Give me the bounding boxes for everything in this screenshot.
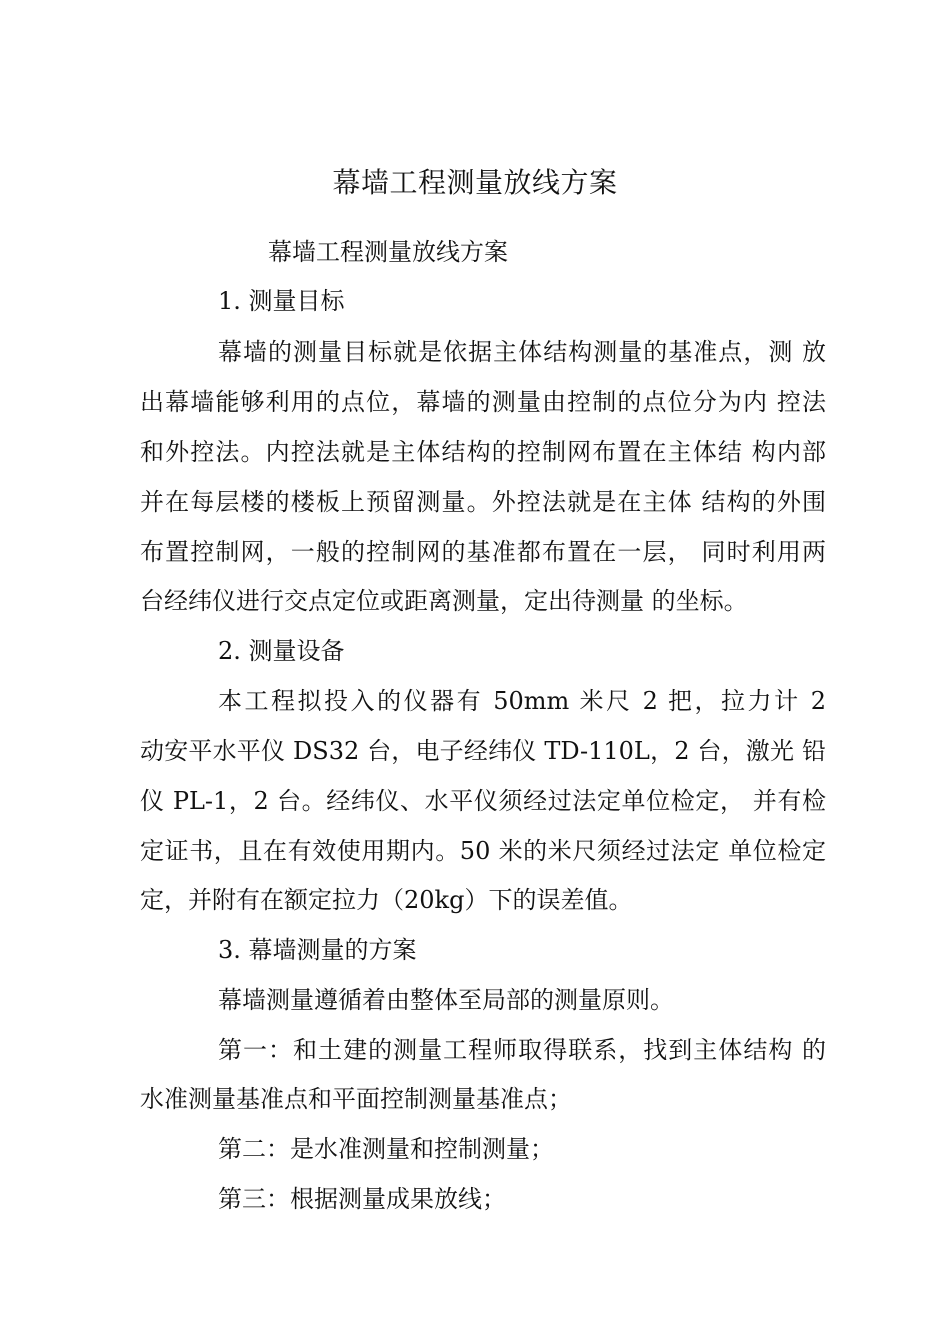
paragraph-line: 仪 PL-1，2 台。经纬仪、水平仪须经过法定单位检定， 并有检 <box>140 787 826 815</box>
document-title: 幕墙工程测量放线方案 <box>332 166 618 199</box>
paragraph-line: 本工程拟投入的仪器有 50mm 米尺 2 把，拉力计 2 <box>218 687 826 715</box>
paragraph-line: 动安平水平仪 DS32 台，电子经纬仪 TD-110L，2 台，激光 铅 <box>140 737 826 765</box>
paragraph-line: 第二：是水准测量和控制测量； <box>218 1135 554 1163</box>
paragraph-line: 和外控法。内控法就是主体结构的控制网布置在主体结 构内部 <box>140 438 826 466</box>
section-3-heading: 3. 幕墙测量的方案 <box>218 936 417 964</box>
paragraph-line: 布置控制网，一般的控制网的基准都布置在一层， 同时利用两 <box>140 538 826 566</box>
paragraph-line: 幕墙测量遵循着由整体至局部的测量原则。 <box>218 986 674 1014</box>
paragraph-line: 台经纬仪进行交点定位或距离测量，定出待测量 的坐标。 <box>140 587 748 615</box>
section-1-heading: 1. 测量目标 <box>218 287 345 315</box>
paragraph-line: 并在每层楼的楼板上预留测量。外控法就是在主体 结构的外围 <box>140 488 826 516</box>
paragraph-line: 水准测量基准点和平面控制测量基准点； <box>140 1085 572 1113</box>
paragraph-line: 定，并附有在额定拉力（20kg）下的误差值。 <box>140 886 633 914</box>
paragraph-line: 幕墙的测量目标就是依据主体结构测量的基准点，测 放 <box>218 338 826 366</box>
paragraph-line: 出幕墙能够利用的点位，幕墙的测量由控制的点位分为内 控法 <box>140 388 826 416</box>
paragraph-line: 定证书，且在有效使用期内。50 米的米尺须经过法定 单位检定 <box>140 837 826 865</box>
section-2-heading: 2. 测量设备 <box>218 637 345 665</box>
document-subtitle: 幕墙工程测量放线方案 <box>268 238 508 266</box>
paragraph-line: 第三：根据测量成果放线； <box>218 1185 506 1213</box>
paragraph-line: 第一：和土建的测量工程师取得联系，找到主体结构 的 <box>218 1036 826 1064</box>
